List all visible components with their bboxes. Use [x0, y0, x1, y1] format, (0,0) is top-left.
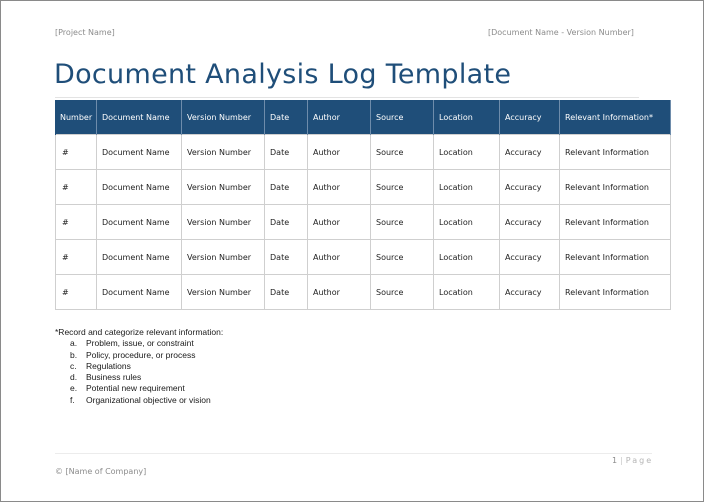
table-row — [56, 205, 671, 240]
document-analysis-table — [55, 100, 671, 310]
cell-relevant-information[interactable]: Relevant Information — [560, 170, 671, 205]
list-item — [55, 383, 223, 394]
cell-source[interactable]: Source — [371, 135, 434, 170]
list-marker: b. — [70, 349, 78, 360]
list-marker: c. — [70, 360, 77, 371]
cell-accuracy[interactable]: Accuracy — [500, 205, 560, 240]
cell-accuracy[interactable]: Accuracy — [500, 170, 560, 205]
cell-number[interactable]: # — [56, 135, 97, 170]
cell-number[interactable]: # — [56, 205, 97, 240]
cell-author[interactable]: Author — [308, 135, 371, 170]
cell-date[interactable]: Date — [265, 170, 308, 205]
table-row — [56, 275, 671, 310]
cell-location[interactable]: Location — [434, 240, 500, 275]
notes-intro: *Record and categorize relevant information: — [55, 327, 224, 337]
table-row — [56, 135, 671, 170]
column-header-accuracy: Accuracy — [500, 100, 560, 135]
cell-document-name[interactable]: Document Name — [97, 135, 182, 170]
cell-relevant-information[interactable]: Relevant Information — [560, 135, 671, 170]
cell-author[interactable]: Author — [308, 205, 371, 240]
cell-accuracy[interactable]: Accuracy — [500, 275, 560, 310]
cell-version-number[interactable]: Version Number — [182, 135, 265, 170]
column-header-relevant-information: Relevant Information* — [560, 100, 671, 135]
table-row — [56, 240, 671, 275]
cell-date[interactable]: Date — [265, 205, 308, 240]
header-document-version: [Document Name - Version Number] — [488, 28, 634, 37]
cell-author[interactable]: Author — [308, 240, 371, 275]
list-item-text: Policy, procedure, or process — [86, 349, 196, 360]
cell-relevant-information[interactable]: Relevant Information — [560, 240, 671, 275]
column-header-version-number: Version Number — [182, 100, 265, 135]
column-header-source: Source — [371, 100, 434, 135]
cell-number[interactable]: # — [56, 275, 97, 310]
cell-version-number[interactable]: Version Number — [182, 240, 265, 275]
column-header-date: Date — [265, 100, 308, 135]
list-marker: a. — [70, 338, 78, 349]
cell-location[interactable]: Location — [434, 135, 500, 170]
page-title: Document Analysis Log Template — [54, 59, 512, 90]
page-separator: | — [620, 456, 623, 465]
list-item — [55, 372, 223, 383]
list-marker: d. — [70, 372, 78, 383]
list-item-text: Business rules — [86, 372, 142, 383]
cell-accuracy[interactable]: Accuracy — [500, 135, 560, 170]
cell-author[interactable]: Author — [308, 275, 371, 310]
cell-source[interactable]: Source — [371, 170, 434, 205]
cell-location[interactable]: Location — [434, 205, 500, 240]
cell-author[interactable]: Author — [308, 170, 371, 205]
page-number — [612, 456, 653, 465]
cell-date[interactable]: Date — [265, 240, 308, 275]
footer-divider — [55, 453, 652, 454]
cell-date[interactable]: Date — [265, 135, 308, 170]
list-item-text: Regulations — [86, 360, 131, 371]
cell-relevant-information[interactable]: Relevant Information — [560, 275, 671, 310]
list-item-text: Organizational objective or vision — [86, 394, 211, 405]
column-header-document-name: Document Name — [97, 100, 182, 135]
list-marker: e. — [70, 383, 78, 394]
cell-version-number[interactable]: Version Number — [182, 205, 265, 240]
cell-location[interactable]: Location — [434, 275, 500, 310]
title-divider — [55, 97, 639, 98]
cell-version-number[interactable]: Version Number — [182, 275, 265, 310]
column-header-number: Number — [56, 100, 97, 135]
list-item-text: Potential new requirement — [86, 383, 185, 394]
column-header-author: Author — [308, 100, 371, 135]
cell-document-name[interactable]: Document Name — [97, 275, 182, 310]
notes-list — [55, 338, 223, 406]
page-number-value: 1 — [612, 456, 618, 465]
cell-accuracy[interactable]: Accuracy — [500, 240, 560, 275]
cell-document-name[interactable]: Document Name — [97, 170, 182, 205]
list-item — [55, 361, 223, 372]
cell-source[interactable]: Source — [371, 205, 434, 240]
cell-source[interactable]: Source — [371, 275, 434, 310]
table-row — [56, 170, 671, 205]
cell-number[interactable]: # — [56, 170, 97, 205]
footer-company: © [Name of Company] — [55, 467, 147, 476]
list-item — [55, 338, 223, 349]
column-header-location: Location — [434, 100, 500, 135]
cell-location[interactable]: Location — [434, 170, 500, 205]
relevant-information-notes — [55, 327, 223, 406]
cell-number[interactable]: # — [56, 240, 97, 275]
list-item — [55, 350, 223, 361]
cell-date[interactable]: Date — [265, 275, 308, 310]
cell-relevant-information[interactable]: Relevant Information — [560, 205, 671, 240]
list-item-text: Problem, issue, or constraint — [86, 338, 194, 349]
header-project-name: [Project Name] — [55, 28, 115, 37]
cell-document-name[interactable]: Document Name — [97, 205, 182, 240]
page-label: Page — [625, 456, 654, 465]
cell-document-name[interactable]: Document Name — [97, 240, 182, 275]
cell-version-number[interactable]: Version Number — [182, 170, 265, 205]
table-header-row — [56, 100, 671, 135]
list-item — [55, 395, 223, 406]
list-marker: f. — [70, 394, 75, 405]
cell-source[interactable]: Source — [371, 240, 434, 275]
